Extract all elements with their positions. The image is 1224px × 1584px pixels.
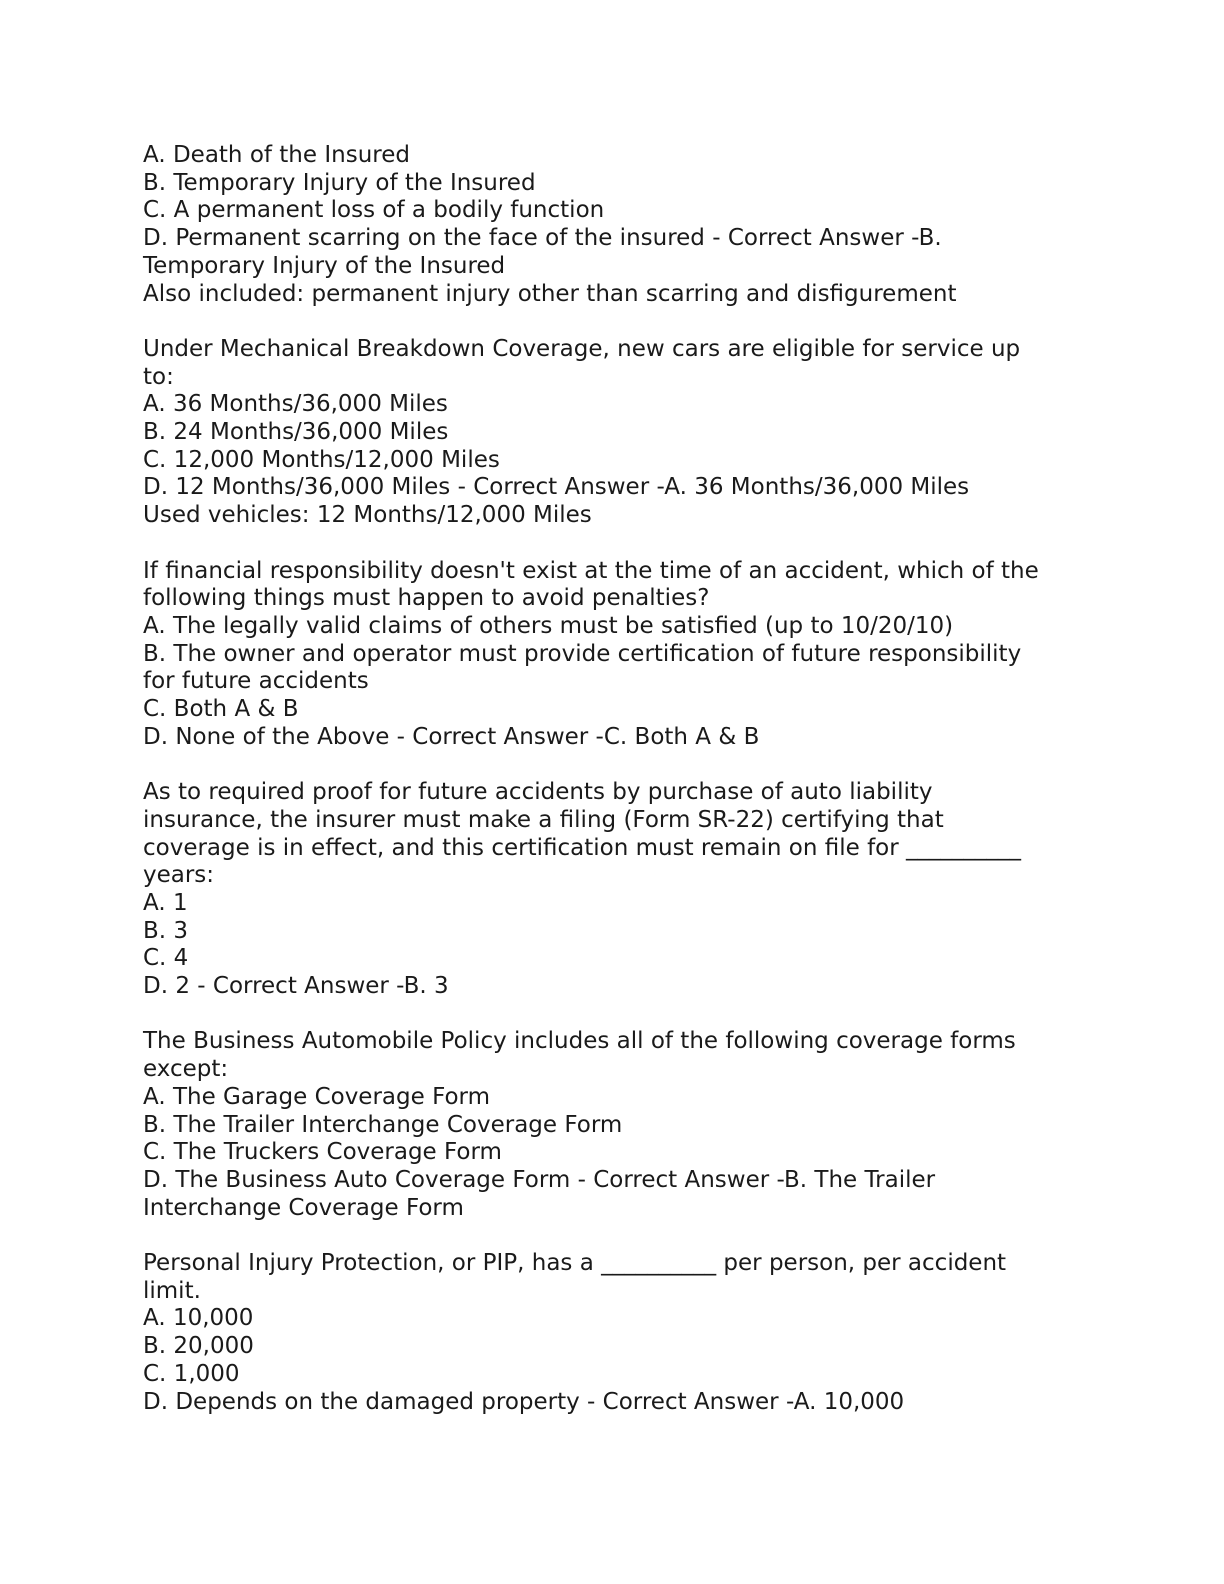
question-block	[143, 1028, 1083, 1222]
text-line: The Business Automobile Policy includes all of the following coverage forms	[143, 1028, 1016, 1055]
text-line: to:	[143, 363, 174, 390]
text-line: A. 36 Months/36,000 Miles	[143, 391, 448, 418]
text-line: D. Depends on the damaged property - Correct Answer -A. 10,000	[143, 1388, 905, 1415]
text-line: D. Permanent scarring on the face of the insured - Correct Answer -B.	[143, 225, 942, 252]
text-line: C. 1,000	[143, 1360, 240, 1387]
question-block	[143, 142, 1083, 308]
text-line: Used vehicles: 12 Months/12,000 Miles	[143, 502, 592, 529]
text-line: Interchange Coverage Form	[143, 1194, 464, 1221]
text-line: C. A permanent loss of a bodily function	[143, 197, 605, 224]
text-line: C. The Truckers Coverage Form	[143, 1139, 502, 1166]
text-line: D. 2 - Correct Answer -B. 3	[143, 973, 449, 1000]
text-line: coverage is in effect, and this certification must remain on file for __________	[143, 834, 1022, 861]
text-line: B. 24 Months/36,000 Miles	[143, 419, 449, 446]
text-line: D. The Business Auto Coverage Form - Correct Answer -B. The Trailer	[143, 1166, 936, 1193]
text-line: A. 1	[143, 889, 188, 916]
text-line: B. 20,000	[143, 1333, 254, 1360]
text-line: Personal Injury Protection, or PIP, has a __________ per person, per accident	[143, 1250, 1007, 1277]
text-line: years:	[143, 862, 215, 889]
text-line: following things must happen to avoid penalties?	[143, 585, 710, 612]
text-line: Under Mechanical Breakdown Coverage, new cars are eligible for service up	[143, 335, 1021, 362]
text-line: D. 12 Months/36,000 Miles - Correct Answer -A. 36 Months/36,000 Miles	[143, 474, 970, 501]
text-line: Temporary Injury of the Insured	[143, 252, 506, 279]
text-line: A. The Garage Coverage Form	[143, 1083, 491, 1110]
text-line: for future accidents	[143, 668, 369, 695]
text-line: A. Death of the Insured	[143, 142, 410, 168]
text-line: C. 4	[143, 945, 189, 972]
text-line: B. The owner and operator must provide certification of future responsibility	[143, 640, 1022, 667]
text-line: Also included: permanent injury other than scarring and disfigurement	[143, 280, 957, 307]
question-block	[143, 558, 1083, 752]
text-line: As to required proof for future accidents by purchase of auto liability	[143, 779, 933, 806]
text-line: limit.	[143, 1277, 201, 1304]
text-line: B. The Trailer Interchange Coverage Form	[143, 1111, 623, 1138]
text-line: A. The legally valid claims of others must be satisfied (up to 10/20/10)	[143, 612, 954, 639]
text-line: C. 12,000 Months/12,000 Miles	[143, 446, 500, 473]
text-line: A. 10,000	[143, 1305, 254, 1332]
question-block	[143, 779, 1083, 1001]
document-page	[143, 142, 1083, 1416]
text-line: B. Temporary Injury of the Insured	[143, 169, 536, 196]
text-line: insurance, the insurer must make a filing (Form SR-22) certifying that	[143, 806, 944, 833]
text-line: C. Both A & B	[143, 696, 299, 723]
question-block	[143, 336, 1083, 530]
text-line: except:	[143, 1056, 229, 1083]
text-line: If financial responsibility doesn't exist at the time of an accident, which of the	[143, 557, 1039, 584]
text-line: D. None of the Above - Correct Answer -C. Both A & B	[143, 723, 760, 750]
text-line: B. 3	[143, 917, 189, 944]
question-block	[143, 1250, 1083, 1416]
